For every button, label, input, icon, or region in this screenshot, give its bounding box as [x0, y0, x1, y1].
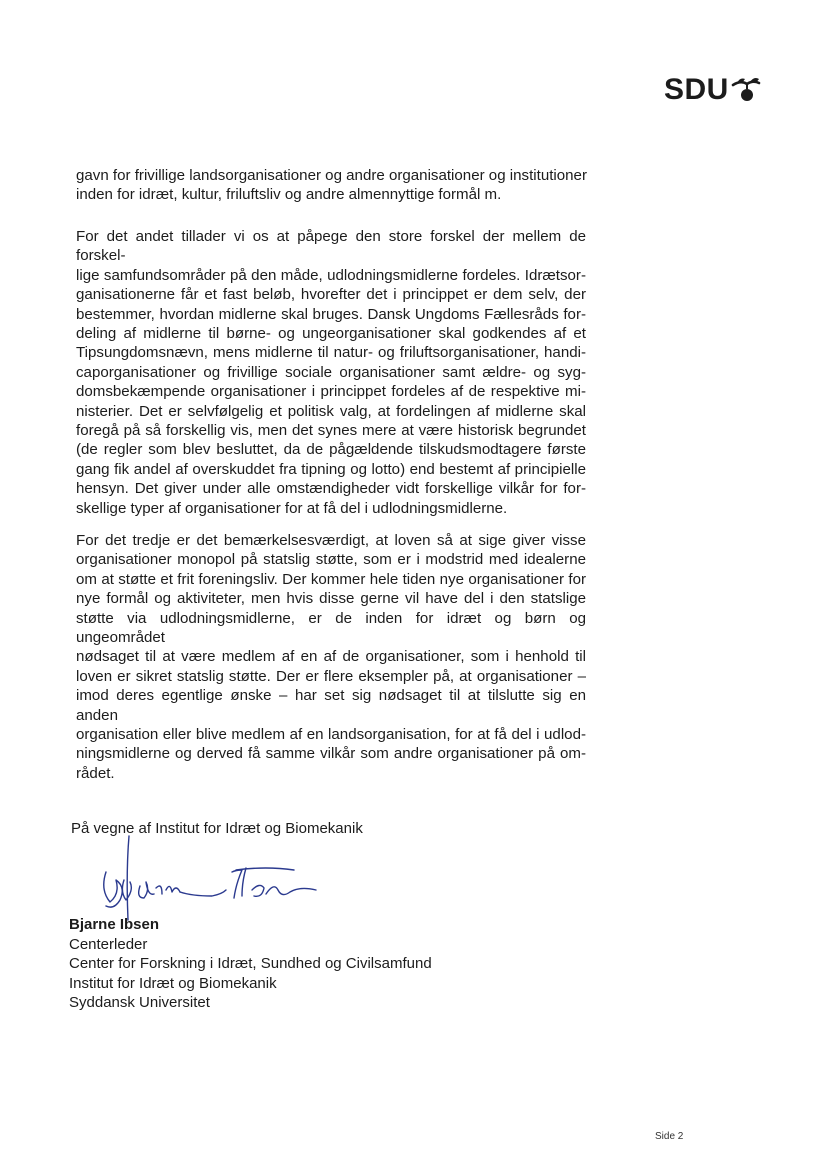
signer-institute: Institut for Idræt og Biomekanik [69, 974, 277, 992]
paragraph-line: inden for idræt, kultur, friluftsliv og andre almennyttige formål m. [76, 186, 502, 204]
paragraph-line: bestemmer, hvordan midlerne skal bruges. Dansk Ungdoms Fællesråds for- [76, 305, 586, 323]
signature-block [69, 915, 432, 1013]
paragraph-line: om at støtte et frit foreningsliv. Der kommer hele tiden nye organisationer for [76, 570, 586, 588]
signer-center: Center for Forskning i Idræt, Sundhed og Civilsamfund [69, 955, 432, 972]
paragraph-line: rådet. [76, 764, 115, 782]
paragraph-line: lige samfundsområder på den måde, udlodningsmidlerne fordeles. Idrætsor- [76, 266, 586, 284]
sdu-logo [664, 70, 761, 110]
paragraph-line: loven er sikret statslig støtte. Der er flere eksempler på, at organisationer – [76, 667, 586, 685]
paragraph-line: gavn for frivillige landsorganisationer og andre organisationer og institutioner [76, 167, 587, 184]
paragraph-line: domsbekæmpende organisationer i princippet fordeles af de respektive mi- [76, 383, 586, 401]
signer-university: Syddansk Universitet [69, 994, 210, 1011]
page-number: Side 2 [655, 1131, 684, 1142]
paragraph-line: organisationer monopol på statslig støtte, som er i modstrid med idealerne [76, 551, 586, 569]
paragraph-line: organisation eller blive medlem af en landsorganisation, for at få del i udlod- [76, 726, 586, 744]
paragraph-line: gang fik andel af overskuddet fra tipning og lotto) end bestemt af principielle [76, 460, 586, 478]
paragraph-1 [76, 166, 586, 205]
paragraph-line: For det tredje er det bemærkelsesværdigt, at loven så at sige giver visse [76, 532, 586, 549]
signer-title: Centerleder [69, 935, 148, 953]
paragraph-line: støtte via udlodningsmidlerne, er de inden for idræt og børn og ungeområdet [76, 609, 586, 647]
paragraph-line: Tipsungdomsnævn, mens midlerne til natur- og friluftsorganisationer, handi- [76, 344, 586, 362]
signer-name: Bjarne Ibsen [69, 916, 160, 933]
handwritten-signature [96, 832, 336, 927]
paragraph-line: ningsmidlerne og derved få samme vilkår som andre organisationer på om- [76, 745, 586, 763]
paragraph-line: (de regler som blev besluttet, da de pågældende tilskudsmodtagere første [76, 441, 586, 459]
logo-text: SDU [664, 73, 729, 106]
paragraph-line: imod deres egentlige ønske – har set sig nødsaget til at tilslutte sig en anden [76, 687, 586, 724]
paragraph-line: deling af midlerne til børne- og ungeorganisationer skal godkendes af et [76, 325, 586, 343]
paragraph-line: hensyn. Det giver under alle omstændigheder vidt forskellige vilkår for for- [76, 480, 586, 498]
paragraph-line: ganisationerne får et fast beløb, hvorefter det i princippet er dem selv, der [76, 286, 586, 304]
paragraph-line: nye formål og aktiviteter, men hvis disse gerne vil have del i den statslige [76, 590, 586, 608]
closing-on-behalf: På vegne af Institut for Idræt og Biomekanik [71, 820, 363, 837]
paragraph-line: nødsaget til at være medlem af en af de organisationer, som i henhold til [76, 648, 586, 666]
paragraph-line: caporganisationer og frivillige sociale organisationer samt ældre- og syg- [76, 363, 586, 381]
paragraph-line: For det andet tillader vi os at påpege den store forskel der mellem de forskel- [76, 228, 586, 265]
paragraph-line: skellige typer af organisationer for at få del i udlodningsmidlerne. [76, 499, 508, 517]
paragraph-line: nisterier. Det er selvfølgelig et politisk valg, at fordelingen af midlerne skal [76, 402, 586, 420]
paragraph-line: foregå på så forskellig vis, men det synes mere at være historisk begrundet [76, 422, 586, 440]
paragraph-2 [76, 227, 586, 518]
paragraph-3 [76, 531, 586, 783]
apple-branch-icon [731, 74, 761, 109]
